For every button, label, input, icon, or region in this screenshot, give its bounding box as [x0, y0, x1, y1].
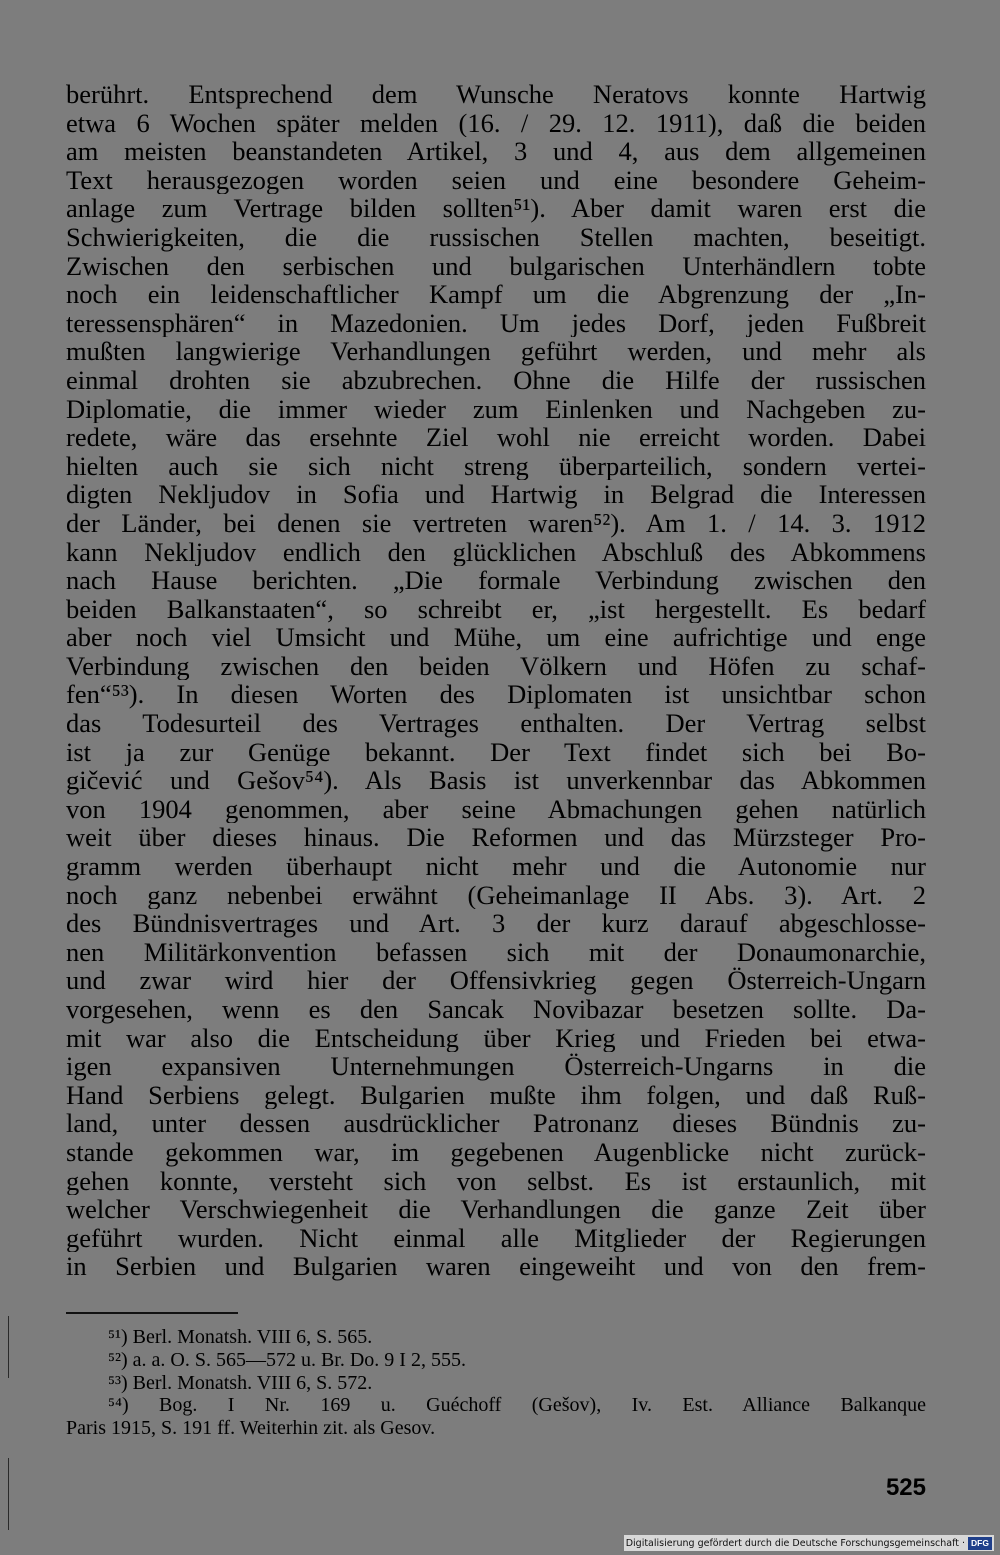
- credit-text: Digitalisierung gefördert durch die Deutsche Forschungsgemeinschaft ·: [625, 1537, 966, 1549]
- footnote-54-continued: Paris 1915, S. 191 ff. Weiterhin zit. als Gesov.: [66, 1417, 436, 1440]
- text-line: teressensphären“ in Mazedonien. Um jedes Dorf, jeden Fußbreit: [66, 308, 926, 338]
- dfg-logo: DFG: [968, 1537, 992, 1550]
- text-line: berührt. Entsprechend dem Wunsche Neratovs konnte Hartwig: [66, 80, 926, 109]
- page-number: 525: [885, 1474, 926, 1501]
- text-line: noch ein leidenschaftlicher Kampf um die Abgrenzung der „In-: [66, 280, 926, 309]
- text-line: mit war also die Entscheidung über Krieg und Frieden bei etwa-: [66, 1023, 926, 1053]
- scan-margin-mark: [8, 1316, 9, 1378]
- footnote-51: ⁵¹) Berl. Monatsh. VIII 6, S. 565.: [108, 1326, 373, 1348]
- text-line: igen expansiven Unternehmungen Österreich-Ungarns in die: [66, 1052, 926, 1081]
- text-line: kann Nekljudov endlich den glücklichen Abschluß des Abkommens: [66, 537, 926, 567]
- text-line: in Serbien und Bulgarien waren eingeweiht und von den frem-: [66, 1252, 926, 1281]
- footnote-53: ⁵³) Berl. Monatsh. VIII 6, S. 572.: [108, 1371, 373, 1394]
- text-line: weit über dieses hinaus. Die Reformen und das Mürzsteger Pro-: [66, 823, 926, 853]
- text-line: geführt wurden. Nicht einmal alle Mitglieder der Regierungen: [66, 1223, 926, 1253]
- text-line: gičević und Gešov⁵⁴). Als Basis ist unverkennbar das Abkommen: [66, 766, 926, 795]
- text-line: etwa 6 Wochen später melden (16. / 29. 12. 1911), daß die beiden: [66, 108, 926, 138]
- text-line: noch ganz nebenbei erwähnt (Geheimanlage II Abs. 3). Art. 2: [66, 880, 926, 910]
- text-line: Text herausgezogen worden seien und eine besondere Geheim-: [66, 165, 926, 195]
- text-line: mußten langwierige Verhandlungen geführt werden, und mehr als: [66, 337, 926, 366]
- text-line: am meisten beanstandeten Artikel, 3 und 4, aus dem allgemeinen: [66, 137, 926, 166]
- text-line: welcher Verschwiegenheit die Verhandlungen die ganze Zeit über: [66, 1195, 926, 1224]
- text-line: nach Hause berichten. „Die formale Verbindung zwischen den: [66, 566, 926, 595]
- text-line: Verbindung zwischen den beiden Völkern und Höfen zu schaf-: [66, 651, 926, 681]
- text-line: anlage zum Vertrage bilden sollten⁵¹). Aber damit waren erst die: [66, 194, 926, 223]
- text-line: von 1904 genommen, aber seine Abmachungen gehen natürlich: [66, 794, 926, 824]
- footnote-separator: [66, 1312, 238, 1314]
- text-line: redete, wäre das ersehnte Ziel wohl nie erreicht worden. Dabei: [66, 423, 926, 452]
- text-line: hielten auch sie sich nicht streng überparteilich, sondern vertei-: [66, 451, 926, 481]
- text-line: ist ja zur Genüge bekannt. Der Text findet sich bei Bo-: [66, 737, 926, 767]
- text-line: aber noch viel Umsicht und Mühe, um eine aufrichtige und enge: [66, 623, 926, 652]
- text-line: beiden Balkanstaaten“, so schreibt er, „ist hergestellt. Es bedarf: [66, 594, 926, 624]
- text-line: stande gekommen war, im gegebenen Augenblicke nicht zurück-: [66, 1137, 926, 1167]
- footnote-54: ⁵⁴) Bog. I Nr. 169 u. Guéchoff (Gešov), Iv. Est. Alliance Balkanque: [108, 1394, 926, 1417]
- text-line: fen“⁵³). In diesen Worten des Diplomaten ist unsichtbar schon: [66, 680, 926, 710]
- digitization-credit: [624, 1535, 994, 1551]
- text-line: und zwar wird hier der Offensivkrieg gegen Österreich-Ungarn: [66, 966, 926, 995]
- main-text: [66, 80, 926, 1281]
- text-line: des Bündnisvertrages und Art. 3 der kurz darauf abgeschlosse-: [66, 909, 926, 938]
- text-line: Diplomatie, die immer wieder zum Einlenken und Nachgeben zu-: [66, 394, 926, 424]
- text-line: einmal drohten sie abzubrechen. Ohne die Hilfe der russischen: [66, 365, 926, 395]
- footnote-52: ⁵²) a. a. O. S. 565—572 u. Br. Do. 9 I 2, 555.: [108, 1348, 466, 1371]
- text-line: nen Militärkonvention befassen sich mit der Donaumonarchie,: [66, 937, 926, 967]
- text-line: digten Nekljudov in Sofia und Hartwig in Belgrad die Interessen: [66, 480, 926, 509]
- text-line: Hand Serbiens gelegt. Bulgarien mußte ihm folgen, und daß Ruß-: [66, 1080, 926, 1110]
- text-line: land, unter dessen ausdrücklicher Patronanz dieses Bündnis zu-: [66, 1109, 926, 1138]
- text-line: Schwierigkeiten, die die russischen Stellen machten, beseitigt.: [66, 222, 926, 252]
- text-line: Zwischen den serbischen und bulgarischen Unterhändlern tobte: [66, 251, 926, 281]
- text-line: das Todesurteil des Vertrages enthalten. Der Vertrag selbst: [66, 709, 926, 738]
- text-line: gramm werden überhaupt nicht mehr und die Autonomie nur: [66, 852, 926, 881]
- scan-margin-mark: [8, 1458, 9, 1530]
- text-line: vorgesehen, wenn es den Sancak Novibazar besetzen sollte. Da-: [66, 995, 926, 1024]
- footnotes: [66, 1326, 926, 1440]
- text-line: gehen konnte, versteht sich von selbst. Es ist erstaunlich, mit: [66, 1166, 926, 1196]
- text-line: der Länder, bei denen sie vertreten waren⁵²). Am 1. / 14. 3. 1912: [66, 508, 926, 538]
